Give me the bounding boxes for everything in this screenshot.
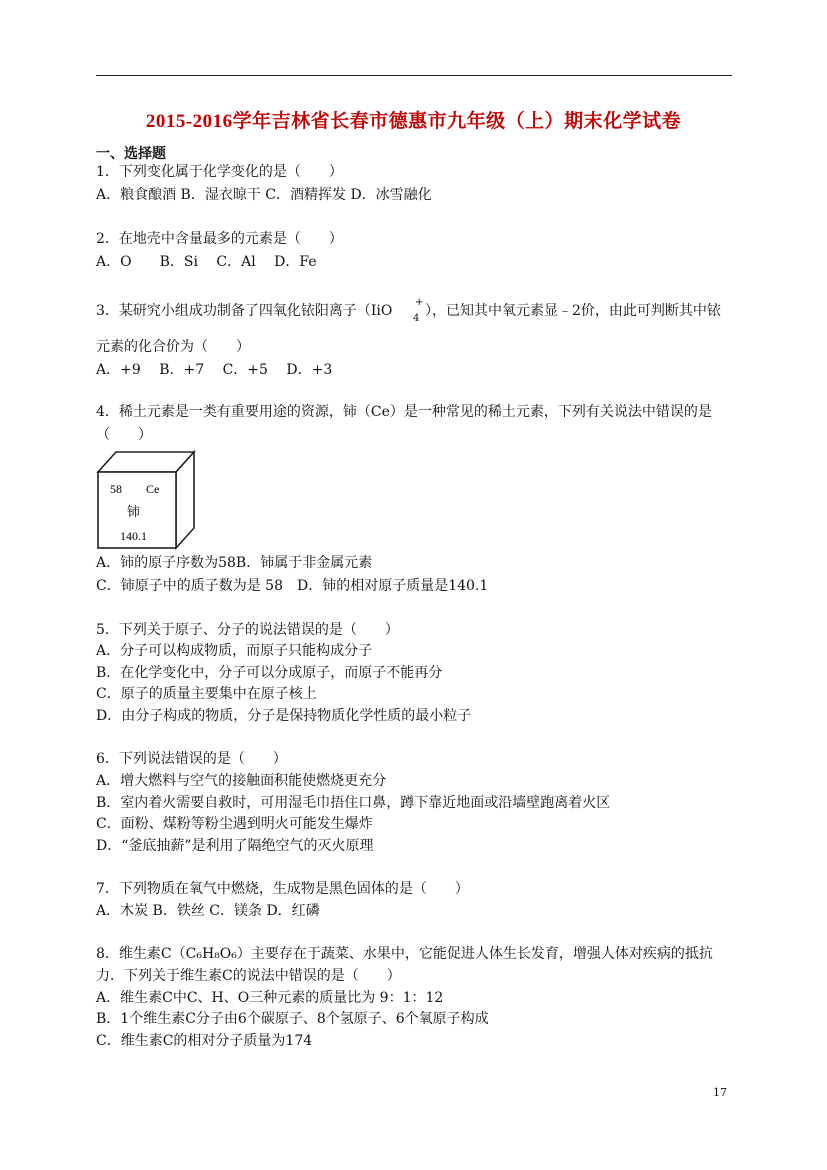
q5-option-d: D．由分子构成的物质，分子是保持物质化学性质的最小粒子	[96, 708, 472, 724]
q2-options: A．O B．Si C．Al D．Fe	[96, 254, 317, 270]
q8-stem-b: 力．下列关于维生素C的说法中错误的是（ ）	[96, 968, 401, 984]
q3-stem-a: 3．某研究小组成功制备了四氧化铱阳离子（IiO	[96, 303, 393, 319]
q3-stem-b: ），已知其中氧元素显﹣2价，由此可判断其中铱	[425, 303, 721, 319]
q8-option-b: B．1个维生素C分子由6个碳原子、8个氢原子、6个氧原子构成	[96, 1011, 489, 1027]
q3-subscript: 4	[413, 313, 420, 324]
element-mass: 140.1	[120, 529, 147, 543]
q1-stem: 1．下列变化属于化学变化的是（ ）	[96, 164, 343, 180]
q4-stem-b: （ ）	[96, 427, 152, 443]
element-number: 58	[110, 482, 122, 496]
q5-option-b: B．在化学变化中，分子可以分成原子，而原子不能再分	[96, 665, 443, 681]
q2-stem: 2．在地壳中含量最多的元素是（ ）	[96, 231, 343, 247]
q6-option-a: A．增大燃料与空气的接触面积能使燃烧更充分	[96, 773, 387, 789]
page-title: 2015-2016学年吉林省长春市德惠市九年级（上）期末化学试卷	[145, 111, 682, 132]
q6-option-b: B．室内着火需要自救时，可用湿毛巾捂住口鼻，蹲下靠近地面或沿墙壁跑离着火区	[96, 795, 611, 811]
q4-stem-a: 4．稀土元素是一类有重要用途的资源，铈（Ce）是一种常见的稀土元素，下列有关说法中错误的是	[96, 404, 712, 420]
page-number: 17	[713, 1086, 727, 1099]
element-symbol: Ce	[146, 482, 160, 496]
q8-stem-a: 8．维生素C（C₆H₈O₆）主要存在于蔬菜、水果中，它能促进人体生长发育，增强人体对疾病的抵抗	[96, 946, 713, 962]
element-name: 铈	[127, 505, 141, 520]
q6-option-c: C．面粉、煤粉等粉尘遇到明火可能发生爆炸	[96, 816, 373, 832]
q4-options-ab: A．铈的原子序数为58B．铈属于非金属元素	[96, 555, 373, 571]
header-rule	[96, 75, 732, 76]
q8-option-a: A．维生素C中C、H、O三种元素的质量比为 9：1：12	[96, 990, 444, 1006]
q6-stem: 6．下列说法错误的是（ ）	[96, 751, 287, 767]
section-heading: 一、选择题	[96, 146, 166, 162]
q4-options-cd: C．铈原子中的质子数为是 58 D．铈的相对原子质量是140.1	[96, 578, 489, 594]
q3-stem-c: 元素的化合价为（ ）	[96, 339, 250, 355]
q5-option-c: C．原子的质量主要集中在原子核上	[96, 686, 317, 702]
q8-option-c: C．维生素C的相对分子质量为174	[96, 1033, 313, 1049]
q6-option-d: D．“釜底抽薪”是利用了隔绝空气的灭火原理	[96, 838, 374, 854]
q3-charge: +	[415, 297, 424, 308]
q5-option-a: A．分子可以构成物质，而原子只能构成分子	[96, 643, 373, 659]
q1-options: A．粮食酿酒 B．湿衣晾干 C．酒精挥发 D．冰雪融化	[96, 187, 432, 203]
q7-stem: 7．下列物质在氧气中燃烧，生成物是黑色固体的是（ ）	[96, 881, 469, 897]
q5-stem: 5．下列关于原子、分子的说法错误的是（ ）	[96, 622, 399, 638]
element-card-cerium	[96, 450, 196, 550]
q3-options: A．+9 B．+7 C．+5 D．+3	[96, 362, 333, 378]
q7-options: A．木炭 B．铁丝 C．镁条 D．红磷	[96, 903, 320, 919]
